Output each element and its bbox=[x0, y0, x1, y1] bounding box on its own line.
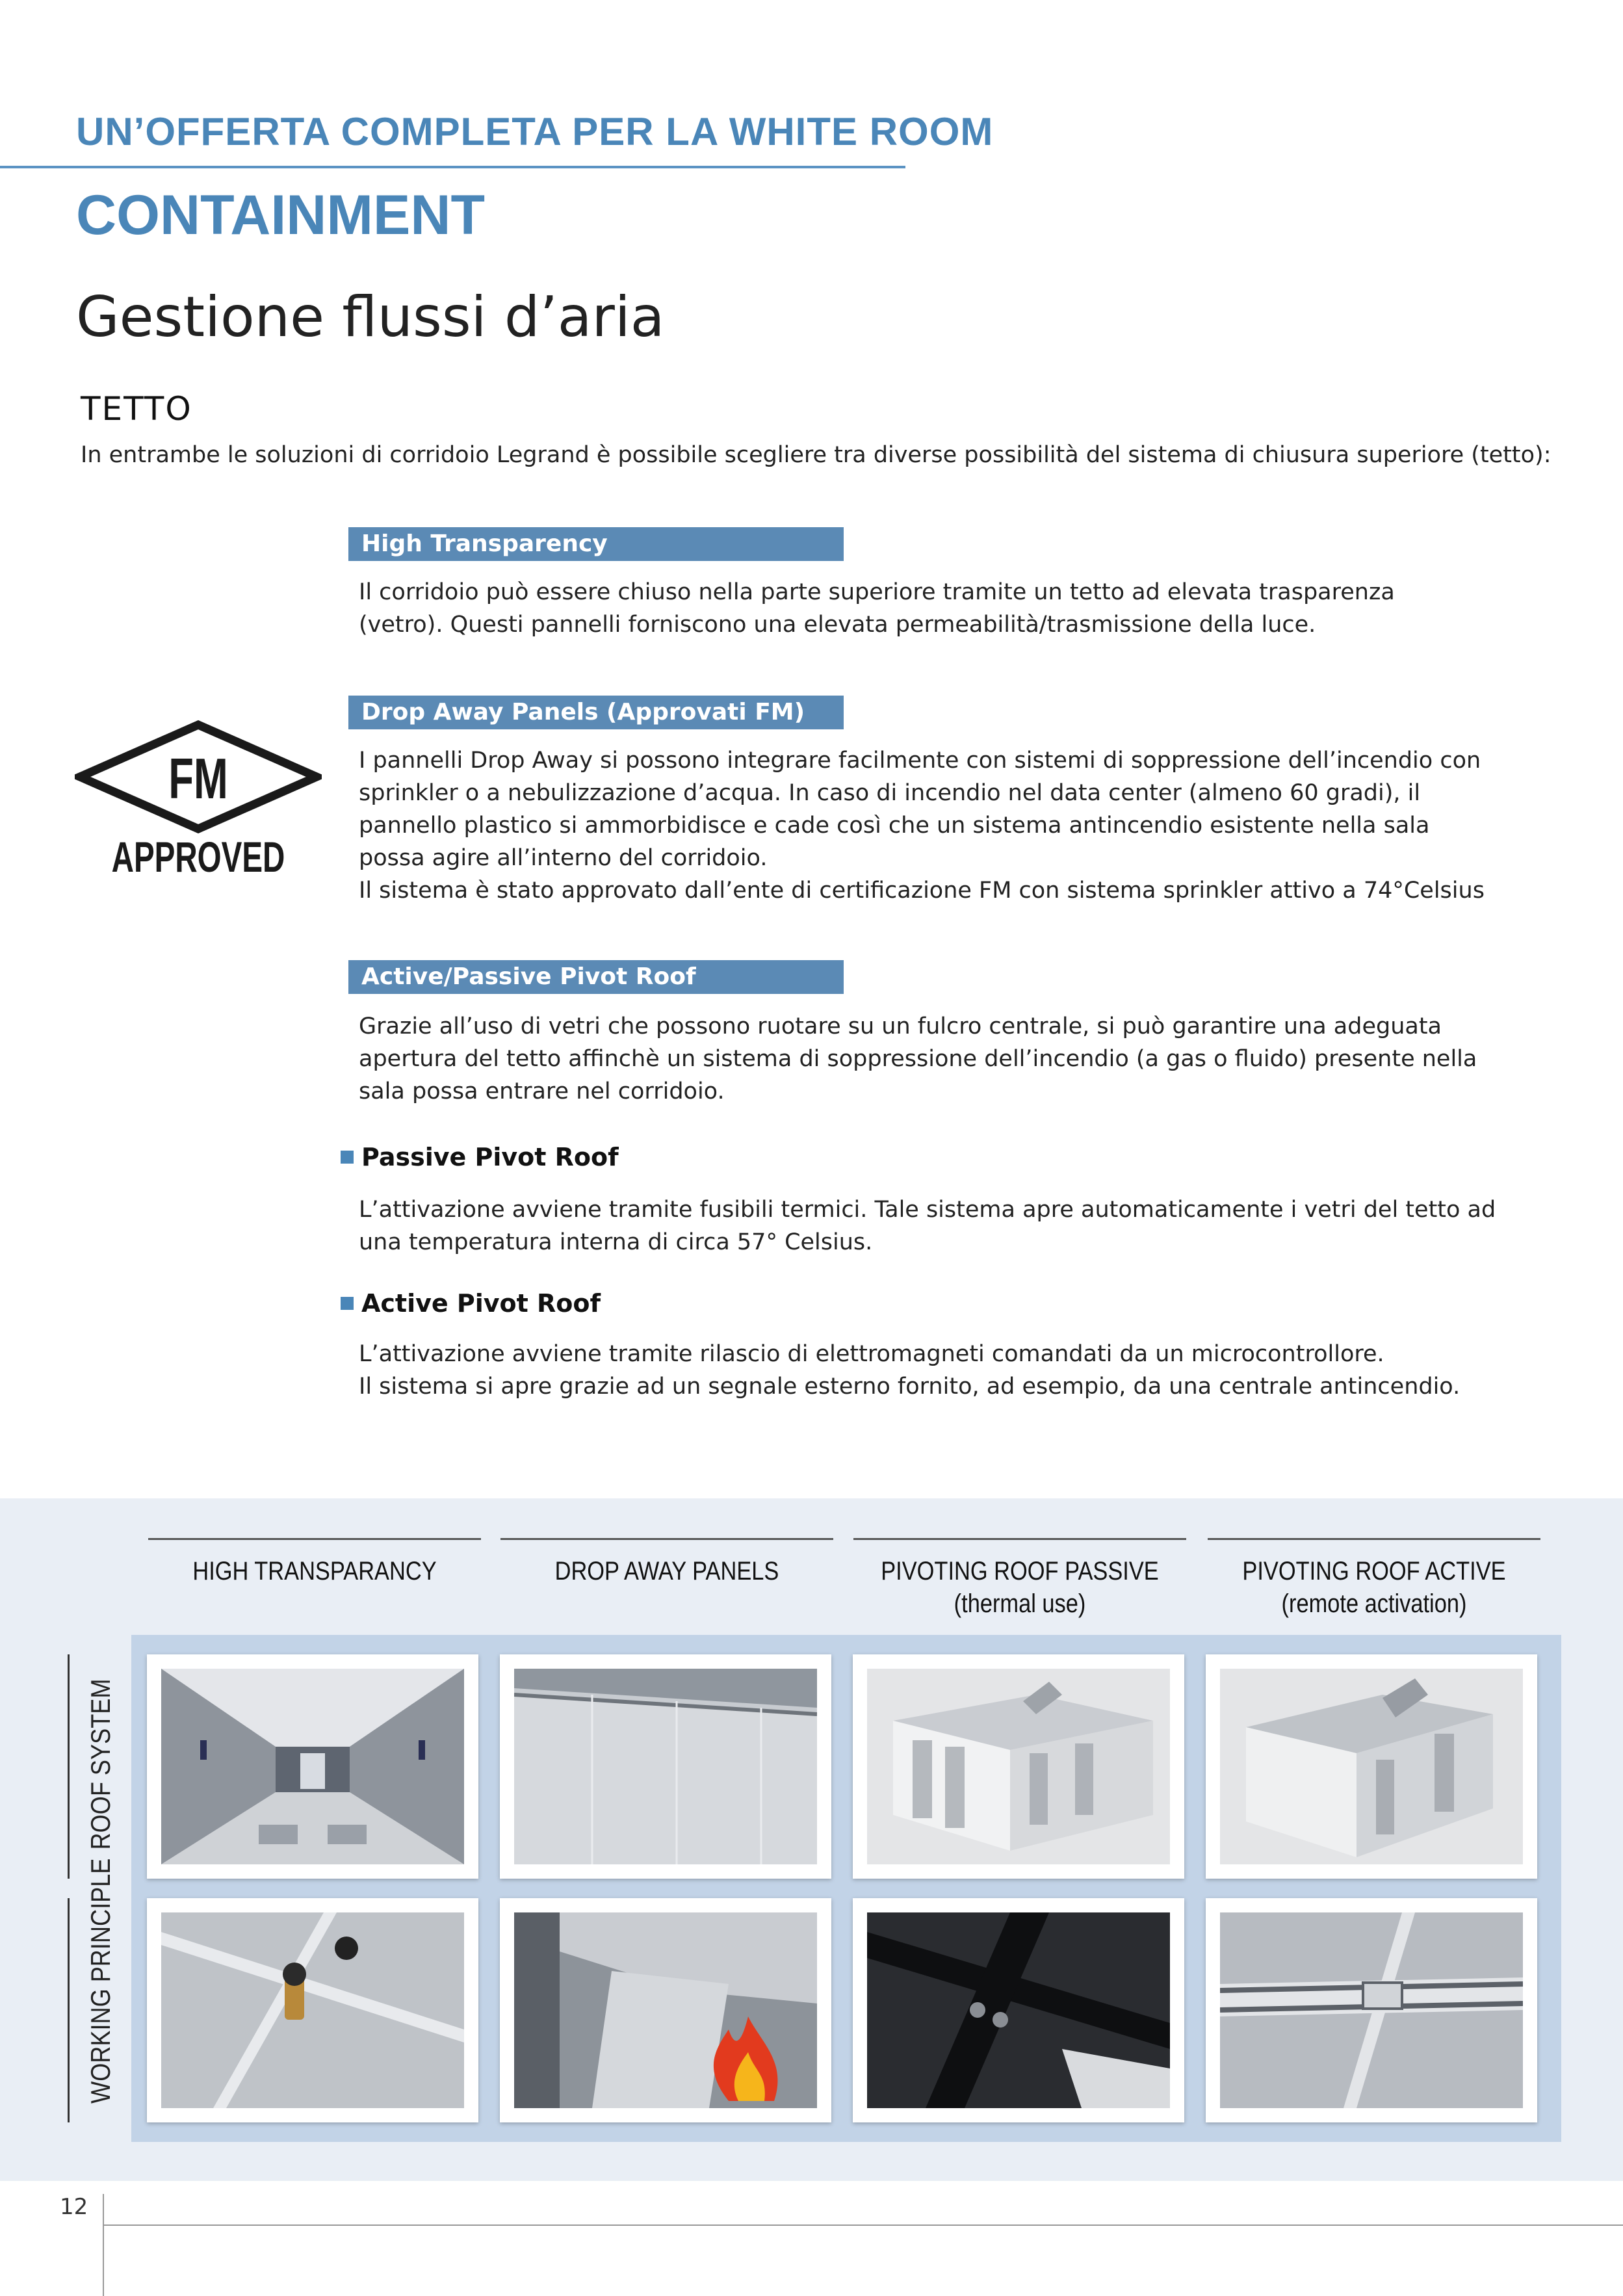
data-center-aisle-image bbox=[161, 1669, 464, 1864]
column-header-subline: (thermal use) bbox=[954, 1589, 1086, 1618]
text-line: L’attivazione avviene tramite rilascio di elettromagneti comandati da un microcontrollore. bbox=[359, 1341, 1384, 1367]
column-rule bbox=[1208, 1538, 1540, 1540]
text-line: Il sistema si apre grazie ad un segnale esterno fornito, ad esempio, da una centrale antincendio. bbox=[359, 1374, 1461, 1400]
sprinkler-image bbox=[161, 1912, 464, 2108]
page-number: 12 bbox=[60, 2194, 88, 2220]
column-header-pivot-passive bbox=[877, 1555, 1163, 1620]
row-label-roof-system: ROOF SYSTEM bbox=[85, 1678, 116, 1850]
fire-panels-image bbox=[514, 1912, 817, 2108]
label-drop-away-panels: Drop Away Panels (Approvati FM) bbox=[348, 696, 844, 729]
photo-passive-pivot-mechanism bbox=[853, 1898, 1184, 2122]
row-label-working-principle: WORKING PRINCIPLE bbox=[85, 1858, 116, 2104]
photo-sprinkler-detail bbox=[147, 1898, 478, 2122]
photo-drop-away-fire bbox=[500, 1898, 831, 2122]
footer-rule bbox=[103, 2224, 1623, 2226]
column-header-line: DROP AWAY PANELS bbox=[554, 1557, 779, 1585]
photo-pivot-roof-passive bbox=[853, 1654, 1184, 1879]
section-intro: In entrambe le soluzioni di corridoio Legrand è possibile scegliere tra diverse possibilità del sistema di chiusura superiore (tetto): bbox=[81, 442, 1552, 468]
fm-approved-logo bbox=[75, 718, 322, 887]
bullet-title: Passive Pivot Roof bbox=[361, 1143, 619, 1171]
column-header-line: HIGH TRANSPARANCY bbox=[192, 1557, 437, 1585]
fm-logo-bottom-text: APPROVED bbox=[111, 833, 285, 881]
text-line: I pannelli Drop Away si possono integrare facilmente con sistemi di soppressione dell’incendio con bbox=[359, 748, 1481, 774]
text-line: apertura del tetto affinchè un sistema di soppressione dell’incendio (a gas o fluido) presente nella bbox=[359, 1046, 1477, 1072]
column-header-drop-away bbox=[524, 1555, 810, 1587]
column-header-line: PIVOTING ROOF ACTIVE bbox=[1242, 1557, 1506, 1585]
paragraph bbox=[359, 1010, 1477, 1108]
photo-high-transparency-aisle bbox=[147, 1654, 478, 1879]
section-kicker: UN’OFFERTA COMPLETA PER LA WHITE ROOM bbox=[76, 110, 994, 153]
passive-pivot-roof-enclosure-image bbox=[867, 1669, 1170, 1864]
label-high-transparency: High Transparency bbox=[348, 527, 844, 561]
photo-pivot-roof-active bbox=[1206, 1654, 1537, 1879]
text-line: (vetro). Questi pannelli forniscono una elevata permeabilità/trasmissione della luce. bbox=[359, 612, 1316, 638]
text-line: sala possa entrare nel corridoio. bbox=[359, 1078, 725, 1104]
drop-away-panels-image bbox=[514, 1669, 817, 1864]
bullet-passive-pivot-roof bbox=[341, 1143, 619, 1171]
thermal-fuse-image bbox=[867, 1912, 1170, 2108]
active-pivot-roof-enclosure-image bbox=[1220, 1669, 1523, 1864]
section-title: TETTO bbox=[81, 390, 192, 428]
paragraph bbox=[359, 744, 1485, 907]
column-rule bbox=[853, 1538, 1186, 1540]
page-title: CONTAINMENT bbox=[76, 184, 486, 246]
column-header-line: PIVOTING ROOF PASSIVE bbox=[881, 1557, 1159, 1585]
text-line: una temperatura interna di circa 57° Celsius. bbox=[359, 1229, 873, 1255]
square-bullet-icon bbox=[341, 1151, 354, 1164]
bullet-active-pivot-roof bbox=[341, 1289, 601, 1318]
text-line: possa agire all’interno del corridoio. bbox=[359, 845, 768, 871]
text-line: sprinkler o a nebulizzazione d’acqua. In caso di incendio nel data center (almeno 60 gradi), il bbox=[359, 780, 1421, 806]
footer-vertical-rule bbox=[103, 2194, 104, 2296]
column-header-subline: (remote activation) bbox=[1281, 1589, 1467, 1618]
square-bullet-icon bbox=[341, 1297, 354, 1310]
photo-active-pivot-mechanism bbox=[1206, 1898, 1537, 2122]
page-subtitle: Gestione flussi d’aria bbox=[76, 285, 665, 350]
row-divider bbox=[68, 1654, 70, 1879]
column-rule bbox=[148, 1538, 481, 1540]
column-header-pivot-active bbox=[1231, 1555, 1517, 1620]
text-line: pannello plastico si ammorbidisce e cade così che un sistema antincendio esistente nella sala bbox=[359, 813, 1430, 839]
row-divider bbox=[68, 1898, 70, 2122]
electromagnet-image bbox=[1220, 1912, 1523, 2108]
fm-logo-top-text: FM bbox=[168, 746, 228, 811]
paragraph bbox=[359, 576, 1395, 641]
kicker-underline bbox=[0, 166, 905, 168]
label-pivot-roof: Active/Passive Pivot Roof bbox=[348, 960, 844, 994]
column-header-high-transparancy bbox=[172, 1555, 458, 1587]
paragraph bbox=[359, 1194, 1496, 1259]
text-line: L’attivazione avviene tramite fusibili termici. Tale sistema apre automaticamente i vetri del tetto ad bbox=[359, 1197, 1496, 1223]
text-line: Il sistema è stato approvato dall’ente di certificazione FM con sistema sprinkler attivo a 74°Celsius bbox=[359, 878, 1485, 904]
text-line: Grazie all’uso di vetri che possono ruotare su un fulcro centrale, si può garantire una adeguata bbox=[359, 1013, 1442, 1039]
column-rule bbox=[500, 1538, 833, 1540]
paragraph bbox=[359, 1338, 1460, 1403]
photo-drop-away-panels bbox=[500, 1654, 831, 1879]
text-line: Il corridoio può essere chiuso nella parte superiore tramite un tetto ad elevata trasparenza bbox=[359, 579, 1395, 605]
bullet-title: Active Pivot Roof bbox=[361, 1289, 601, 1318]
